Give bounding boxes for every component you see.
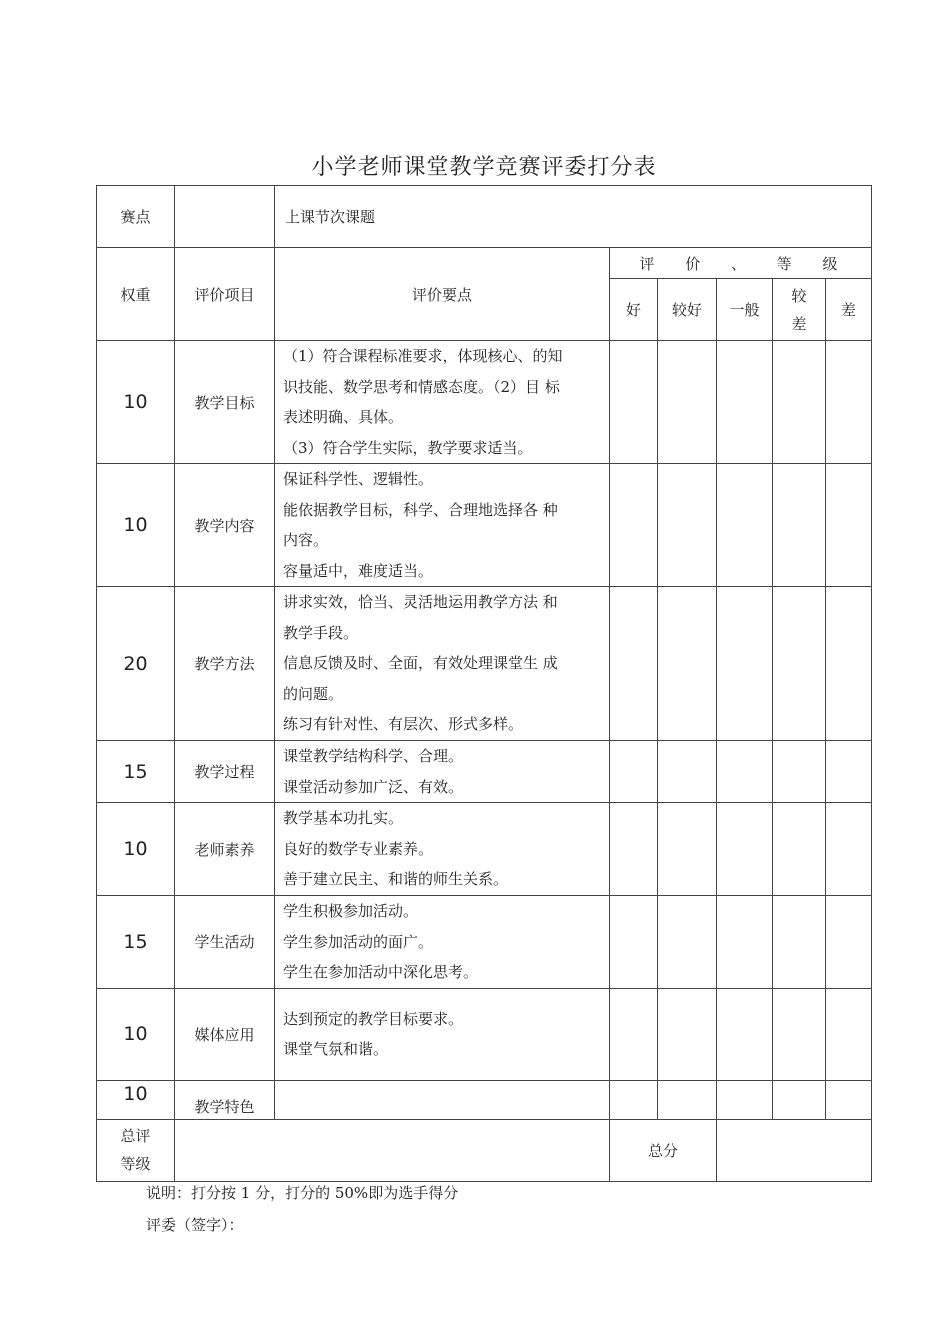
grade-cell[interactable] bbox=[717, 464, 773, 587]
grade-cell[interactable] bbox=[717, 341, 773, 464]
grade-cell[interactable] bbox=[717, 803, 773, 896]
grade-header-average: 一般 bbox=[717, 279, 773, 341]
row-item: 教学过程 bbox=[175, 741, 275, 803]
grade-cell[interactable] bbox=[826, 464, 872, 587]
row-weight: 20 bbox=[97, 587, 175, 741]
page-title: 小学老师课堂教学竞赛评委打分表 bbox=[311, 155, 657, 180]
row-points bbox=[275, 803, 610, 896]
point-line: 能依据教学目标，科学、合理地选择各 种 bbox=[283, 500, 558, 519]
point-line: （3）符合学生实际，教学要求适当。 bbox=[283, 438, 533, 457]
grade-cell[interactable] bbox=[717, 587, 773, 741]
overall-grade-cell[interactable] bbox=[175, 1119, 610, 1181]
venue-row bbox=[97, 186, 872, 248]
venue-value-cell[interactable] bbox=[175, 186, 275, 248]
point-line: 识技能、数学思考和情感态度。（2）目 标 bbox=[283, 377, 560, 396]
point-line: 容量适中，难度适当。 bbox=[283, 561, 434, 580]
table-row bbox=[97, 1080, 872, 1119]
row-item: 学生活动 bbox=[175, 896, 275, 989]
point-line: 课堂气氛和谐。 bbox=[283, 1040, 389, 1058]
table-row bbox=[97, 896, 872, 989]
grade-cell[interactable] bbox=[773, 803, 826, 896]
grade-cell[interactable] bbox=[658, 1080, 717, 1119]
table-row bbox=[97, 587, 872, 741]
scoring-table bbox=[96, 185, 872, 1182]
row-weight: 10 bbox=[97, 341, 175, 464]
overall-grade-label-line: 总评 bbox=[120, 1127, 151, 1145]
grade-cell[interactable] bbox=[717, 988, 773, 1080]
row-points bbox=[275, 341, 610, 464]
point-line: 练习有针对性、有层次、形式多样。 bbox=[283, 715, 524, 733]
grade-cell[interactable] bbox=[773, 341, 826, 464]
grade-cell[interactable] bbox=[826, 587, 872, 741]
row-points bbox=[275, 464, 610, 587]
points-header: 评价要点 bbox=[275, 248, 610, 341]
point-line: 教学手段。 bbox=[283, 623, 359, 642]
grade-cell[interactable] bbox=[826, 1080, 872, 1119]
grade-cell[interactable] bbox=[658, 464, 717, 587]
weight-header: 权重 bbox=[97, 248, 175, 341]
grade-cell[interactable] bbox=[717, 741, 773, 803]
row-item: 教学目标 bbox=[175, 341, 275, 464]
point-line: 内容。 bbox=[283, 531, 329, 549]
grade-group-header: 评 价 、 等 级 bbox=[610, 248, 872, 279]
table-row bbox=[97, 741, 872, 803]
grade-cell[interactable] bbox=[610, 341, 658, 464]
point-line: 善于建立民主、和谐的师生关系。 bbox=[283, 870, 509, 888]
overall-grade-label-line: 等级 bbox=[120, 1155, 151, 1173]
grade-cell[interactable] bbox=[658, 803, 717, 896]
table-row bbox=[97, 988, 872, 1080]
total-score-label: 总分 bbox=[610, 1119, 717, 1181]
row-weight: 10 bbox=[97, 464, 175, 587]
summary-row bbox=[97, 1119, 872, 1181]
grade-cell[interactable] bbox=[773, 464, 826, 587]
grade-cell[interactable] bbox=[658, 988, 717, 1080]
row-points bbox=[275, 741, 610, 803]
row-item: 老师素养 bbox=[175, 803, 275, 896]
grade-cell[interactable] bbox=[773, 587, 826, 741]
grade-header-good: 好 bbox=[610, 279, 658, 341]
point-line: 信息反馈及时、全面，有效处理课堂生 成 bbox=[283, 654, 558, 672]
grade-cell[interactable] bbox=[826, 896, 872, 989]
point-line: 达到预定的教学目标要求。 bbox=[283, 1009, 464, 1028]
grade-cell[interactable] bbox=[717, 896, 773, 989]
header-row-1 bbox=[97, 248, 872, 279]
grade-cell[interactable] bbox=[610, 741, 658, 803]
grade-header-poor: 差 bbox=[826, 279, 872, 341]
grade-header-fairly-poor-text: 较差 bbox=[791, 286, 807, 333]
grade-cell[interactable] bbox=[658, 741, 717, 803]
grade-cell[interactable] bbox=[826, 803, 872, 896]
row-points bbox=[275, 587, 610, 741]
grade-cell[interactable] bbox=[610, 587, 658, 741]
grade-header-fairly-good: 较好 bbox=[658, 279, 717, 341]
row-weight: 10 bbox=[97, 803, 175, 896]
point-line: 保证科学性、逻辑性。 bbox=[283, 470, 434, 488]
grade-cell[interactable] bbox=[610, 464, 658, 587]
row-item: 教学内容 bbox=[175, 464, 275, 587]
row-weight: 15 bbox=[97, 896, 175, 989]
grade-cell[interactable] bbox=[773, 896, 826, 989]
row-points[interactable] bbox=[275, 1080, 610, 1119]
point-line: （1）符合课程标准要求，体现核心、的知 bbox=[283, 347, 563, 365]
row-weight: 10 bbox=[97, 988, 175, 1080]
row-item: 教学特色 bbox=[175, 1080, 275, 1119]
grade-cell[interactable] bbox=[610, 896, 658, 989]
grade-header-fairly-poor bbox=[773, 279, 826, 341]
point-line: 学生在参加活动中深化思考。 bbox=[283, 963, 479, 981]
table-row bbox=[97, 803, 872, 896]
point-line: 学生参加活动的面广。 bbox=[283, 932, 434, 951]
grade-cell[interactable] bbox=[610, 803, 658, 896]
row-item: 媒体应用 bbox=[175, 988, 275, 1080]
grade-cell[interactable] bbox=[658, 896, 717, 989]
grade-cell[interactable] bbox=[610, 1080, 658, 1119]
item-header: 评价项目 bbox=[175, 248, 275, 341]
point-line: 良好的数学专业素养。 bbox=[283, 839, 434, 858]
point-line: 学生积极参加活动。 bbox=[283, 902, 419, 920]
grade-cell[interactable] bbox=[773, 988, 826, 1080]
scoring-explanation: 说明：打分按 1 分，打分的 50%即为选手得分 bbox=[146, 1184, 459, 1202]
point-line: 教学基本功扎实。 bbox=[283, 809, 404, 827]
grade-cell[interactable] bbox=[773, 1080, 826, 1119]
row-weight: 15 bbox=[97, 741, 175, 803]
row-weight: 10 bbox=[97, 1080, 175, 1119]
point-line: 课堂活动参加广泛、有效。 bbox=[283, 777, 464, 796]
lesson-label[interactable]: 上课节次课题 bbox=[275, 186, 872, 248]
point-line: 的问题。 bbox=[283, 684, 344, 703]
grade-cell[interactable] bbox=[658, 587, 717, 741]
table-row bbox=[97, 464, 872, 587]
point-line: 讲求实效，恰当、灵活地运用教学方法 和 bbox=[283, 593, 558, 611]
grade-cell[interactable] bbox=[826, 741, 872, 803]
total-score-cell[interactable] bbox=[717, 1119, 872, 1181]
overall-grade-label bbox=[97, 1119, 175, 1181]
table-row bbox=[97, 341, 872, 464]
grade-cell[interactable] bbox=[717, 1080, 773, 1119]
row-item: 教学方法 bbox=[175, 587, 275, 741]
point-line: 课堂教学结构科学、合理。 bbox=[283, 747, 464, 765]
grade-cell[interactable] bbox=[826, 988, 872, 1080]
grade-cell[interactable] bbox=[658, 341, 717, 464]
row-points bbox=[275, 988, 610, 1080]
point-line: 表述明确、具体。 bbox=[283, 408, 404, 426]
venue-label: 赛点 bbox=[97, 186, 175, 248]
judge-signature-label: 评委（签字）： bbox=[146, 1216, 244, 1234]
grade-cell[interactable] bbox=[610, 988, 658, 1080]
grade-cell[interactable] bbox=[826, 341, 872, 464]
row-points bbox=[275, 896, 610, 989]
grade-cell[interactable] bbox=[773, 741, 826, 803]
